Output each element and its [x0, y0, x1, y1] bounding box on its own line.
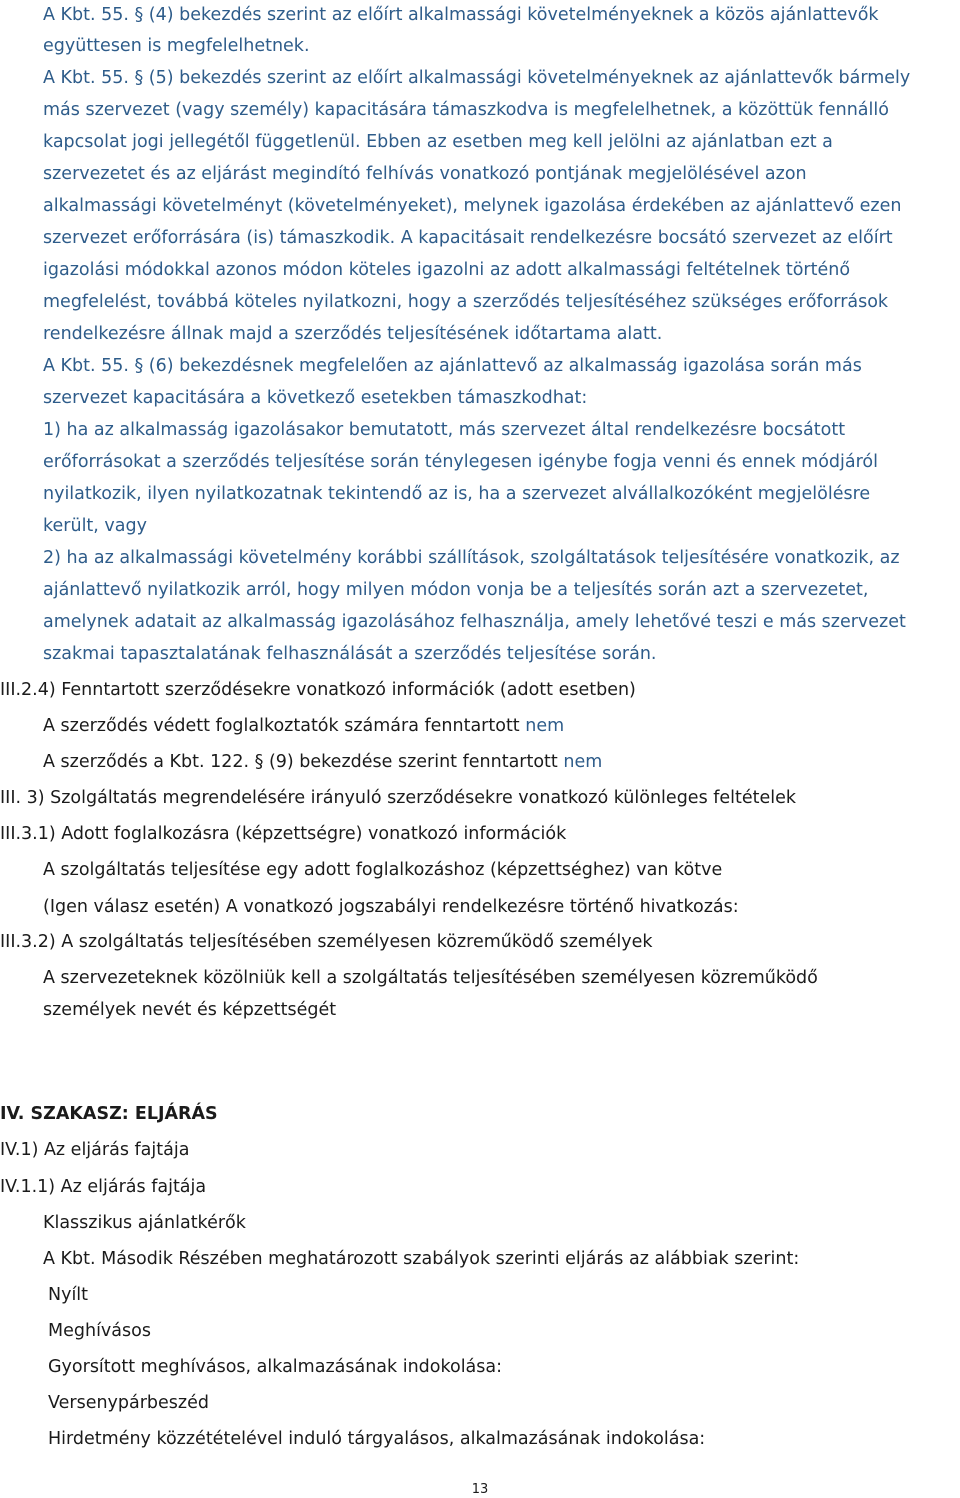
reserved-label-2: A szerződés a Kbt. 122. § (9) bekezdése szerint fenntartott [43, 752, 558, 772]
profession-line-2: (Igen válasz esetén) A vonatkozó jogszabályi rendelkezésre történő hivatkozás: [43, 897, 739, 917]
section-heading-iii-2-4: III.2.4) Fenntartott szerződésekre vonatkozó információk (adott esetben) [0, 680, 636, 700]
legal-text-line: 2) ha az alkalmassági követelmény korábbi szállítások, szolgáltatások teljesítésére vonatkozik, az [43, 548, 900, 568]
procedure-option: Versenypárbeszéd [48, 1393, 209, 1413]
page-number: 13 [471, 1482, 489, 1497]
legal-text-line: szakmai tapasztalatának felhasználását a szerződés teljesítése során. [43, 644, 657, 664]
section-heading-iii-3-2: III.3.2) A szolgáltatás teljesítésében személyesen közreműködő személyek [0, 932, 653, 952]
section-heading-iv: IV. SZAKASZ: ELJÁRÁS [0, 1104, 218, 1124]
legal-text-line: alkalmassági követelményt (követelményeket), melynek igazolása érdekében az ajánlattevő ezen [43, 196, 902, 216]
legal-text-line: szervezet kapacitására a következő esetekben támaszkodhat: [43, 388, 588, 408]
personnel-line-2: személyek nevét és képzettségét [43, 1000, 337, 1020]
legal-text-line: kapcsolat jogi jellegétől függetlenül. Ebben az esetben meg kell jelölni az ajánlatban ezt a [43, 132, 833, 152]
legal-text-line: megfelelést, továbbá köteles nyilatkozni, hogy a szerződés teljesítéséhez szükséges erőforrások [43, 292, 889, 312]
legal-text-line: 1) ha az alkalmasság igazolásakor bemutatott, más szervezet által rendelkezésre bocsátott [43, 420, 846, 440]
personnel-line-1: A szervezeteknek közölniük kell a szolgáltatás teljesítésében személyesen közreműködő [43, 968, 818, 988]
legal-text-line: szervezet erőforrására (is) támaszkodik. A kapacitásait rendelkezésre bocsátó szervezet az előírt [43, 228, 893, 248]
reserved-value-2: nem [563, 752, 603, 772]
legal-text-line: amelynek adatait az alkalmasság igazolásához felhasználja, amely lehetővé teszi e más szervezet [43, 612, 906, 632]
legal-text-line: került, vagy [43, 516, 147, 536]
profession-line-1: A szolgáltatás teljesítése egy adott foglalkozáshoz (képzettséghez) van kötve [43, 860, 723, 880]
reserved-line-1 [43, 715, 564, 737]
legal-text-line: rendelkezésre állnak majd a szerződés teljesítésének időtartama alatt. [43, 324, 663, 344]
section-heading-iv-1: IV.1) Az eljárás fajtája [0, 1140, 190, 1160]
section-heading-iii-3: III. 3) Szolgáltatás megrendelésére irányuló szerződésekre vonatkozó különleges feltételek [0, 788, 797, 808]
legal-text-line: más szervezet (vagy személy) kapacitására támaszkodva is megfelelhetnek, a közöttük fennálló [43, 100, 889, 120]
section-heading-iii-3-1: III.3.1) Adott foglalkozásra (képzettségre) vonatkozó információk [0, 824, 567, 844]
legal-text-line: igazolási módokkal azonos módon köteles igazolni az adott alkalmassági feltételnek történő [43, 260, 851, 280]
reserved-label-1: A szerződés védett foglalkoztatók számára fenntartott [43, 716, 520, 736]
legal-text-line: A Kbt. 55. § (4) bekezdés szerint az előírt alkalmassági követelményeknek a közös ajánlattevők [43, 5, 879, 25]
reserved-value-1: nem [525, 716, 565, 736]
reserved-line-2 [43, 751, 602, 773]
procedure-option: Nyílt [48, 1285, 89, 1305]
legal-text-line: A Kbt. 55. § (6) bekezdésnek megfelelően az ajánlattevő az alkalmasság igazolása során más [43, 356, 862, 376]
contracting-type: Klasszikus ajánlatkérők [43, 1213, 246, 1233]
procedure-option: Meghívásos [48, 1321, 151, 1341]
procedure-option: Gyorsított meghívásos, alkalmazásának indokolása: [48, 1357, 503, 1377]
procedure-intro: A Kbt. Második Részében meghatározott szabályok szerinti eljárás az alábbiak szerint: [43, 1249, 800, 1269]
legal-text-line: erőforrásokat a szerződés teljesítése során ténylegesen igénybe fogja venni és ennek módjáról [43, 452, 878, 472]
legal-text-line: nyilatkozik, ilyen nyilatkozatnak tekintendő az is, ha a szervezet alvállalkozóként megjelölésre [43, 484, 871, 504]
section-heading-iv-1-1: IV.1.1) Az eljárás fajtája [0, 1177, 207, 1197]
legal-text-line: ajánlattevő nyilatkozik arról, hogy milyen módon vonja be a teljesítés során azt a szervezetet, [43, 580, 869, 600]
legal-text-line: A Kbt. 55. § (5) bekezdés szerint az előírt alkalmassági követelményeknek az ajánlattevők bármely [43, 68, 911, 88]
legal-text-line: együttesen is megfelelhetnek. [43, 36, 310, 56]
legal-text-line: szervezetet és az eljárást megindító felhívás vonatkozó pontjának megjelölésével azon [43, 164, 807, 184]
procedure-option: Hirdetmény közzétételével induló tárgyalásos, alkalmazásának indokolása: [48, 1429, 706, 1449]
